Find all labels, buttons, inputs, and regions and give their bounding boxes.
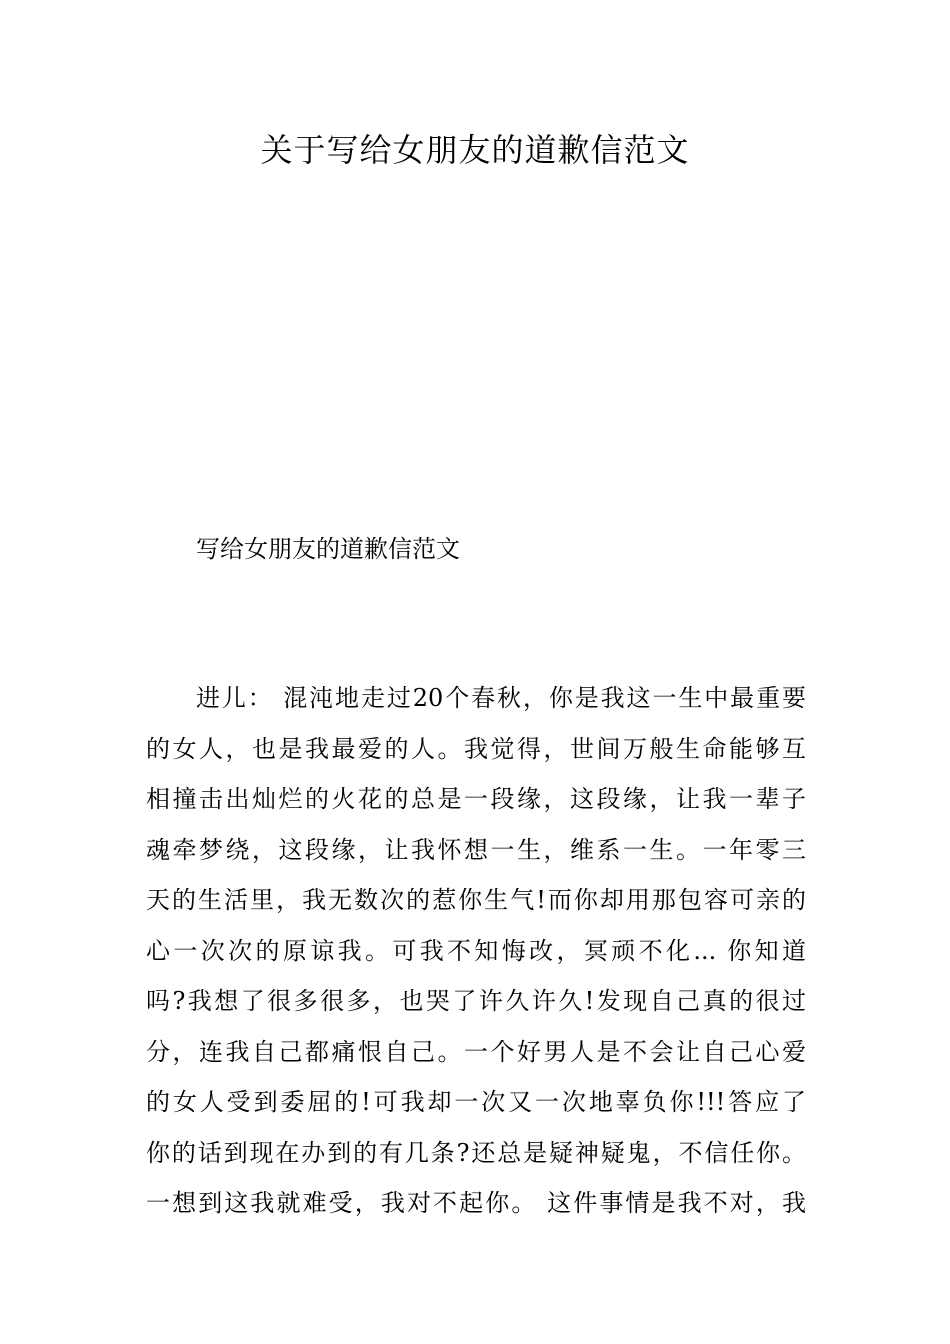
document-subtitle: 写给女朋友的道歉信范文 — [196, 535, 460, 563]
body-line: 进儿： 混沌地走过20个春秋，你是我这一生中最重要 — [196, 684, 806, 712]
body-line: 天的生活里，我无数次的惹你生气!而你却用那包容可亲的 — [146, 886, 806, 914]
body-line: 分，连我自己都痛恨自己。一个好男人是不会让自己心爱 — [146, 1037, 806, 1066]
letter-body — [146, 679, 806, 1235]
document-title: 关于写给女朋友的道歉信范文 — [260, 131, 690, 169]
body-line: 的女人受到委屈的!可我却一次又一次地辜负你!!!答应了 — [146, 1088, 806, 1116]
body-line: 心一次次的原谅我。可我不知悔改，冥顽不化... 你知道 — [146, 936, 806, 965]
body-line: 吗?我想了很多很多，也哭了许久许久!发现自己真的很过 — [146, 987, 806, 1015]
body-line: 的女人，也是我最爱的人。我觉得，世间万般生命能够互 — [146, 734, 806, 763]
body-line: 一想到这我就难受，我对不起你。 这件事情是我不对，我 — [146, 1189, 806, 1217]
body-line: 魂牵梦绕，这段缘，让我怀想一生，维系一生。一年零三 — [146, 835, 806, 864]
body-line: 相撞击出灿烂的火花的总是一段缘，这段缘，让我一辈子 — [146, 785, 806, 813]
body-line: 你的话到现在办到的有几条?还总是疑神疑鬼，不信任你。 — [146, 1138, 806, 1167]
